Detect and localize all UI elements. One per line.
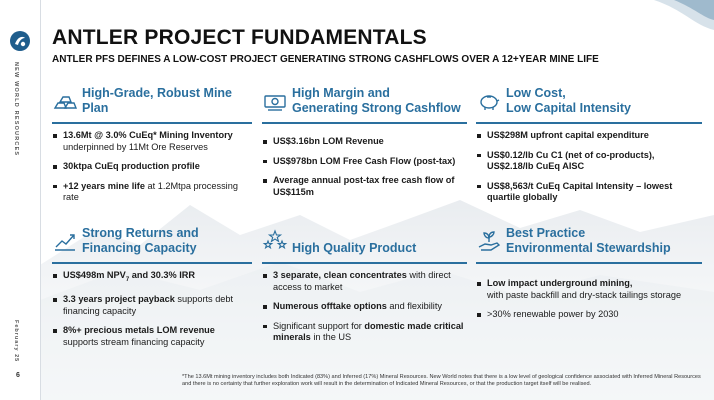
list-item: 13.6Mt @ 3.0% CuEq* Mining Inventory underpinned by 11Mt Ore Reserves [52, 130, 252, 153]
card-title: High-Grade, Robust Mine Plan [82, 86, 232, 115]
list-item: Numerous offtake options and flexibility [262, 301, 467, 313]
card-divider [52, 262, 252, 264]
card-strong-returns [52, 226, 252, 356]
list-item: US$298M upfront capital expenditure [476, 130, 702, 142]
page-title: ANTLER PROJECT FUNDAMENTALS [52, 26, 427, 49]
list-item: >30% renewable power by 2030 [476, 309, 702, 321]
list-item: 30ktpa CuEq production profile [52, 161, 252, 173]
card-divider [476, 122, 702, 124]
card-environment [476, 226, 702, 329]
piggy-bank-icon [476, 88, 502, 114]
list-item: Average annual post-tax free cash flow of US$115m [262, 175, 467, 198]
card-low-cost [476, 86, 702, 212]
card-title: High Quality Product [292, 241, 417, 255]
seedling-hand-icon [476, 228, 502, 254]
list-item: +12 years mine life at 1.2Mtpa processing rate [52, 181, 252, 204]
card-divider [52, 122, 252, 124]
page-number: 6 [16, 372, 20, 379]
list-item: US$0.12/lb Cu C1 (net of co-products), US$2.18/lb CuEq AISC [476, 150, 702, 173]
list-item: US$978bn LOM Free Cash Flow (post-tax) [262, 156, 467, 168]
list-item: Low impact underground mining, with paste backfill and dry-stack tailings storage [476, 278, 702, 301]
list-item: Significant support for domestic made critical minerals in the US [262, 321, 467, 344]
list-item: 3.3 years project payback supports debt financing capacity [52, 294, 252, 317]
list-item: US$3.16bn LOM Revenue [262, 136, 467, 148]
card-title: Best Practice Environmental Stewardship [506, 226, 671, 255]
growth-chart-icon [52, 228, 78, 254]
stars-icon [262, 228, 288, 254]
card-divider [262, 262, 467, 264]
card-title: Low Cost, Low Capital Intensity [506, 86, 632, 115]
card-divider [262, 122, 467, 124]
company-logo [9, 30, 31, 52]
card-high-quality [262, 226, 467, 352]
corner-swoosh-decoration [614, 0, 714, 50]
card-title: High Margin and Generating Strong Cashflow [292, 86, 461, 115]
page-subtitle: ANTLER PFS DEFINES A LOW-COST PROJECT GENERATING STRONG CASHFLOWS OVER A 12+YEAR MINE LIFE [52, 54, 599, 65]
footnote: *The 13.6Mt mining inventory includes both Indicated (83%) and Inferred (17%) Mineral Resources. New World notes that there is a low level of geological confidence associated with Inferred Mineral Resources and there is no certainty that further exploration work will result in the determination of Indicated Mineral Resources, or that the production target itself will be realised. [182, 374, 701, 387]
card-high-margin [262, 86, 467, 206]
list-item: US$8,563/t CuEq Capital Intensity – lowest quartile globally [476, 181, 702, 204]
list-item: 8%+ precious metals LOM revenue supports stream financing capacity [52, 325, 252, 348]
card-title: Strong Returns and Financing Capacity [82, 226, 199, 255]
list-item: 3 separate, clean concentrates with direct access to market [262, 270, 467, 293]
list-item: US$498m $NPV_7$ and 30.3% IRR [52, 270, 252, 286]
company-name: NEW WORLD RESOURCES [13, 62, 19, 157]
left-rail [0, 0, 41, 400]
card-high-grade [52, 86, 252, 212]
cash-icon [262, 88, 288, 114]
gold-bars-icon [52, 88, 78, 114]
card-divider [476, 262, 702, 264]
presentation-date: February 25 [13, 320, 19, 363]
